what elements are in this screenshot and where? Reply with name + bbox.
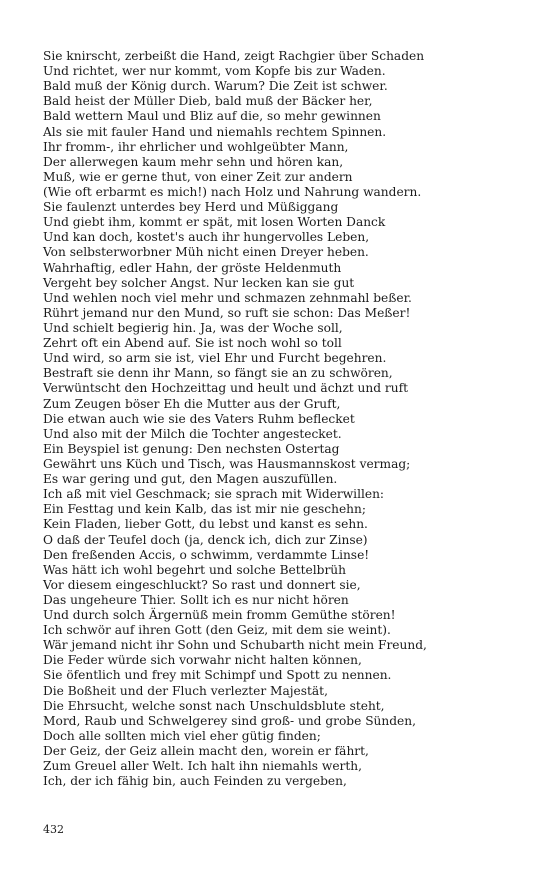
verse-line: Die Ehrsucht, welche sonst nach Unschuldsblute steht, — [43, 698, 385, 713]
verse-line: Verwüntscht den Hochzeittag und heult und ächzt und ruft — [43, 381, 409, 396]
verse-line: Wahrhaftig, edler Hahn, der gröste Heldenmuth — [43, 260, 342, 275]
verse-line: Es war gering und gut, den Magen auszufüllen. — [43, 472, 338, 487]
verse-line: Bestraft sie denn ihr Mann, so fängt sie an zu schwören, — [43, 366, 393, 381]
verse-line: Vor diesem eingeschluckt? So rast und donnert sie, — [43, 577, 361, 592]
verse-line: Rührt jemand nur den Mund, so ruft sie schon: Das Meßer! — [43, 305, 411, 320]
verse-line: Ich schwör auf ihren Gott (den Geiz, mit dem sie weint). — [43, 623, 391, 638]
verse-line: Die Feder würde sich vorwahr nicht halten können, — [43, 653, 362, 668]
verse-line: O daß der Teufel doch (ja, denck ich, dich zur Zinse) — [43, 532, 368, 547]
verse-line: Und also mit der Milch die Tochter angestecket. — [43, 426, 342, 441]
verse-line: Sie knirscht, zerbeißt die Hand, zeigt Rachgier über Schaden — [43, 49, 425, 63]
verse-line: Die etwan auch wie sie des Vaters Ruhm beflecket — [43, 411, 355, 426]
verse-line: Ich, der ich fähig bin, auch Feinden zu vergeben, — [43, 774, 347, 789]
verse-line: Ihr fromm-, ihr ehrlicher und wohlgeübter Mann, — [43, 139, 349, 154]
verse-line: Wär jemand nicht ihr Sohn und Schubarth nicht mein Freund, — [43, 638, 427, 653]
verse-line: Ein Festtag und kein Kalb, das ist mir nie geschehn; — [43, 502, 366, 517]
verse-line: Zum Zeugen böser Eh die Mutter aus der Gruft, — [43, 396, 341, 411]
verse-line: Ich aß mit viel Geschmack; sie sprach mit Widerwillen: — [43, 487, 385, 502]
verse-line: Gewährt uns Küch und Tisch, was Hausmannskost vermag; — [43, 456, 411, 471]
verse-line: Und durch solch Ärgernüß mein fromm Gemüthe stören! — [43, 608, 396, 623]
verse-line: Bald wettern Maul und Bliz auf die, so mehr gewinnen — [43, 109, 381, 124]
verse-line: Vergeht bey solcher Angst. Nur lecken kan sie gut — [43, 275, 355, 290]
verse-line: Mord, Raub und Schwelgerey sind groß- und grobe Sünden, — [43, 713, 416, 728]
verse-line: Und schielt begierig hin. Ja, was der Woche soll, — [43, 320, 343, 335]
verse-line: Sie faulenzt unterdes bey Herd und Müßiggang — [43, 200, 339, 215]
verse-line: Der allerwegen kaum mehr sehn und hören kan, — [43, 154, 344, 169]
verse-line: Und kan doch, kostet's auch ihr hungervolles Leben, — [43, 230, 370, 245]
page-number: 432 — [43, 823, 64, 836]
verse-line: Zum Greuel aller Welt. Ich halt ihn niemahls werth, — [43, 759, 362, 774]
verse-line: Bald heist der Müller Dieb, bald muß der Bäcker her, — [43, 94, 373, 109]
verse-line: Der Geiz, der Geiz allein macht den, worein er fährt, — [43, 744, 369, 759]
verse-line: Als sie mit fauler Hand und niemahls rechtem Spinnen. — [43, 124, 387, 139]
verse-line: Zehrt oft ein Abend auf. Sie ist noch wohl so toll — [43, 336, 342, 351]
verse-line: Und richtet, wer nur kommt, vom Kopfe bis zur Waden. — [43, 64, 386, 79]
verse-line: (Wie oft erbarmt es mich!) nach Holz und Nahrung wandern. — [43, 184, 422, 199]
verse-line: Und wird, so arm sie ist, viel Ehr und Furcht begehren. — [43, 351, 387, 366]
verse-line: Und wehlen noch viel mehr und schmazen zehnmahl beßer. — [43, 290, 412, 305]
verse-line: Sie öfentlich und frey mit Schimpf und Spott zu nennen. — [43, 668, 392, 683]
verse-line: Von selbsterworbner Müh nicht einen Dreyer heben. — [43, 245, 369, 260]
poem-text — [43, 49, 523, 789]
verse-line: Das ungeheure Thier. Sollt ich es nur nicht hören — [43, 592, 349, 607]
verse-line: Bald muß der König durch. Warum? Die Zeit ist schwer. — [43, 79, 388, 94]
verse-line: Und giebt ihm, kommt er spät, mit losen Worten Danck — [43, 215, 386, 230]
verse-line: Ein Beyspiel ist genung: Den nechsten Ostertag — [43, 441, 340, 456]
verse-line: Muß, wie er gerne thut, von einer Zeit zur andern — [43, 169, 353, 184]
verse-line: Die Boßheit und der Fluch verlezter Majestät, — [43, 683, 328, 698]
verse-line: Kein Fladen, lieber Gott, du lebst und kanst es sehn. — [43, 517, 368, 532]
verse-line: Was hätt ich wohl begehrt und solche Bettelbrüh — [43, 562, 346, 577]
verse-line: Doch alle sollten mich viel eher gütig finden; — [43, 728, 321, 743]
verse-line: Den freßenden Accis, o schwimm, verdammte Linse! — [43, 547, 370, 562]
